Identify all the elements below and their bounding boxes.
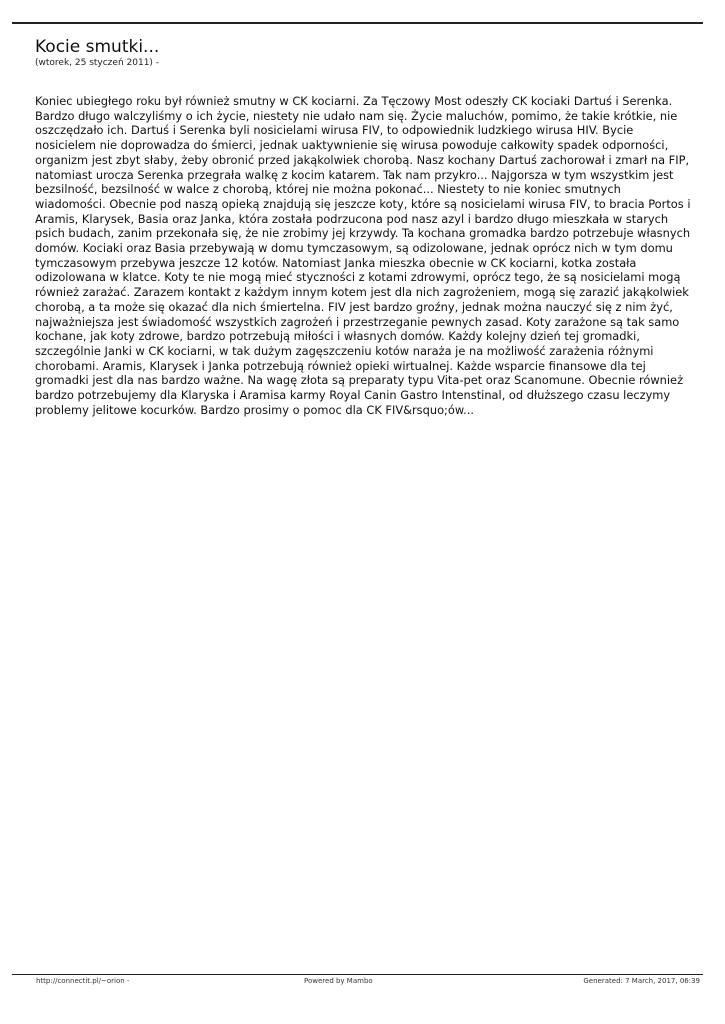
footer-powered-by: Powered by Mambo	[304, 977, 373, 985]
article-body: Koniec ubiegłego roku był również smutny w CK kociarni. Za Tęczowy Most odeszły CK kociaki Dartuś i Serenka. Bardzo długo walczyliśmy o ich życie, niestety nie udało nam się. Życie maluchów, pomimo, że takie krótkie, nie oszczędzało ich. Dartuś i Serenka byli nosicielami wirusa FIV, to odpowiednik ludzkiego wirusa HIV. Bycie nosicielem nie doprowadza do śmierci, jednak uaktywnienie się wirusa powoduje całkowity spadek odporności, organizm jest zbyt słaby, żeby obronić przed jakąkolwiek chorobą. Nasz kochany Dartuś zachorował i zmarł na FIP, natomiast urocza Serenka przegrała walkę z kocim katarem. Tak nam przykro... Najgorsza w tym wszystkim jest bezsilność, bezsilność w walce z chorobą, której nie można pokonać... Niestety to nie koniec smutnych wiadomości. Obecnie pod naszą opieką znajdują się jeszcze koty, które są nosicielami wirusa FIV, to bracia Portos i Aramis, Klarysek, Basia oraz Janka, która została podrzucona pod nasz azyl i bardzo długo mieszkała w starych psich budach, zanim przekonała się, że nie zrobimy jej krzywdy. Ta kochana gromadka bardzo potrzebuje własnych domów. Kociaki oraz Basia przebywają w domu tymczasowym, są odizolowane, jednak oprócz nich w tym domu tymczasowym przebywa jeszcze 12 kotów. Natomiast Janka mieszka obecnie w CK kociarni, kotka została odizolowana w klatce. Koty te nie mogą mieć styczności z kotami zdrowymi, oprócz tego, że są nosicielami mogą również zarażać. Zarazem kontakt z każdym innym kotem jest dla nich zagrożeniem, mogą się zarazić jakąkolwiek chorobą, a ta może się okazać dla nich śmiertelna. FIV jest bardzo groźny, jednak można nauczyć się z nim żyć, najważniejsza jest świadomość wszystkich zagrożeń i przestrzeganie pewnych zasad. Koty zarażone są tak samo kochane, jak koty zdrowe, bardzo potrzebują miłości i własnych domów. Każdy kolejny dzień tej gromadki, szczególnie Janki w CK kociarni, w tak dużym zagęszczeniu kotów naraża je na możliwość zarażenia różnymi chorobami. Aramis, Klarysek i Janka potrzebują również opieki wirtualnej. Każde wsparcie finansowe dla tej gromadki jest dla nas bardzo ważne. Na wagę złota są preparaty typu Vita-pet oraz Scanomune. Obecnie również bardzo potrzebujemy dla Klaryska i Aramisa karmy Royal Canin Gastro Intenstinal, od dłuższego czasu leczymy problemy jelitowe kocurków. Bardzo prosimy o pomoc dla CK FIV&rsquo;ów...	[35, 94, 691, 417]
article-title: Kocie smutki...	[35, 37, 160, 57]
header-divider	[12, 22, 703, 24]
article-date: (wtorek, 25 styczeń 2011) -	[35, 58, 160, 68]
footer-divider	[12, 974, 703, 975]
article	[35, 36, 695, 417]
footer-generated: Generated: 7 March, 2017, 06:39	[583, 977, 700, 985]
page-footer	[36, 977, 700, 987]
footer-url: http://connectit.pl/~orion -	[36, 977, 130, 985]
